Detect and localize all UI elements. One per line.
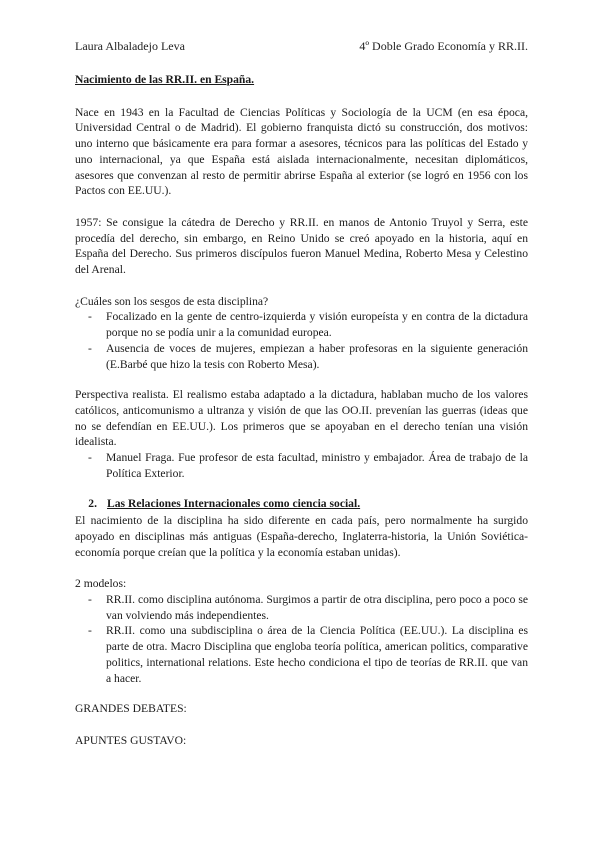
list-item <box>75 341 528 372</box>
paragraph-1957: 1957: Se consigue la cátedra de Derecho y RR.II. en manos de Antonio Truyol y Serra, este procedía del derecho, sin embargo, en Reino Unido se creó apoyado en la historia, aquí en España del Derecho. Sus primeros discípulos fueron Manuel Medina, Roberto Mesa y Celestino del Arenal. <box>75 215 528 277</box>
dash-bullet: - <box>88 592 92 606</box>
dash-bullet: - <box>88 451 92 465</box>
apuntes-heading: APUNTES GUSTAVO: <box>75 733 187 747</box>
dash-bullet: - <box>88 624 92 638</box>
paragraph-modelos: 2 modelos: <box>75 577 127 591</box>
document-body <box>75 72 528 765</box>
section-title: Las Relaciones Internacionales como ciencia social. <box>107 497 361 511</box>
question-sesgos: ¿Cuáles son los sesgos de esta disciplina? <box>75 294 269 308</box>
modelos-list <box>75 592 528 686</box>
list-item <box>75 309 528 340</box>
document-title: Nacimiento de las RR.II. en España. <box>75 73 255 86</box>
section-number: 2. <box>88 497 97 511</box>
paragraph-nacimiento: El nacimiento de la disciplina ha sido diferente en cada país, pero normalmente ha surgido apoyado en disciplinas más antiguas (España-derecho, Inglaterra-historia, la Unión Soviética-economía porque creían que la política y la economía estaban unidas). <box>75 514 528 559</box>
list-item-text: Manuel Fraga. Fue profesor de esta facultad, ministro y embajador. Área de trabajo de la Política Exterior. <box>106 451 528 480</box>
dash-bullet: - <box>88 341 92 355</box>
realista-list <box>75 450 528 481</box>
list-item <box>75 450 528 481</box>
list-item-text: Focalizado en la gente de centro-izquierda y visión europeísta y en contra de la dictadura porque no se podía unir a la comunidad europea. <box>106 310 528 340</box>
list-item-text: RR.II. como una subdisciplina o área de la Ciencia Política (EE.UU.). La disciplina es parte de otra. Macro Disciplina que engloba teoría política, american politics, comparative politics, international relations. Este hecho condiciona el tipo de teorías de RR.II. que van a hacer. <box>106 624 528 685</box>
header-course: 4º Doble Grado Economía y RR.II. <box>359 39 528 53</box>
list-item-text: Ausencia de voces de mujeres, empiezan a haber profesoras en la siguiente generación (E.Barbé que hizo la tesis con Roberto Mesa). <box>106 341 528 371</box>
page-header <box>75 39 528 53</box>
paragraph-origin: Nace en 1943 en la Facultad de Ciencias Políticas y Sociología de la UCM (en esa época, Universidad Central o de Madrid). El gobierno franquista dictó su construcción, dos motivos: uno interno que básicamente era para formar a asesores, técnicos para las políticas del Estado y uno internacional, ya que España está aislada internacionalmente, necesitan diplomáticos, asesores que convenzan al resto de permitir abrirse España al exterior (se logró en 1956 con los Pactos con EE.UU.). <box>75 105 528 198</box>
sesgos-list <box>75 309 528 372</box>
list-item <box>75 592 528 623</box>
section-heading-2 <box>75 496 528 512</box>
list-item <box>75 623 528 686</box>
grandes-debates-heading: GRANDES DEBATES: <box>75 702 187 716</box>
dash-bullet: - <box>88 310 92 324</box>
header-author: Laura Albaladejo Leva <box>75 39 185 53</box>
list-item-text: RR.II. como disciplina autónoma. Surgimos a partir de otra disciplina, pero poco a poco se van volviendo más independientes. <box>106 592 528 622</box>
paragraph-realista: Perspectiva realista. El realismo estaba adaptado a la dictadura, hablaban mucho de los valores católicos, anticomunismo a ultranza y visión de que las OO.II. prevenían las guerras (ideas que no se defendían en EE.UU.). Los primeros que se apoyaban en el derecho tenían una visión idealista. <box>75 388 528 449</box>
